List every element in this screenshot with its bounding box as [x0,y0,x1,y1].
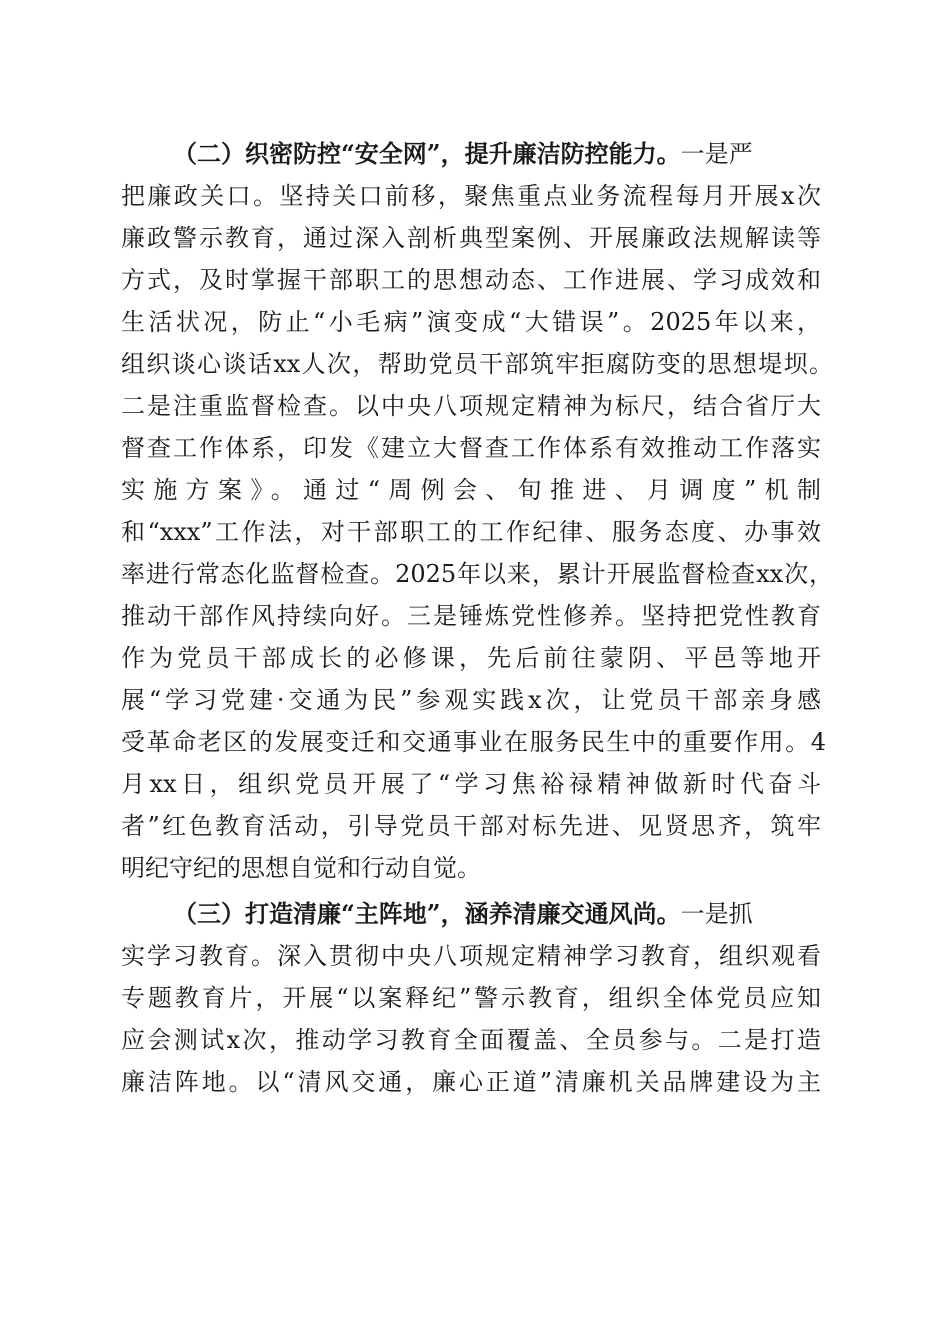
section-2-line-7: 督查工作体系，印发《建立大督查工作体系有效推动工作落实 [121,434,821,462]
section-2-line-9: 和“xxx”工作法，对干部职工的工作纪律、服务态度、办事效 [121,518,821,546]
section-3-line-2: 专题教育片，开展“以案释纪”警示教育，组织全体党员应知 [121,984,821,1012]
section-3-line-4: 廉洁阵地。以“清风交通，廉心正道”清廉机关品牌建设为主 [121,1068,821,1096]
section-2-line-15: 月xx日，组织党员开展了“学习焦裕禄精神做新时代奋斗 [121,770,821,798]
section-2-line-11: 推动干部作风持续向好。三是锤炼党性修养。坚持把党性教育 [121,602,821,630]
section-2-line-6: 二是注重监督检查。以中央八项规定精神为标尺，结合省厅大 [121,392,821,420]
section-2-line-2: 廉政警示教育，通过深入剖析典型案例、开展廉政法规解读等 [121,224,821,252]
section-2-line-1: 把廉政关口。坚持关口前移，聚焦重点业务流程每月开展x次 [121,182,821,210]
section-2-first-line [173,133,799,175]
section-2-line-10: 率进行常态化监督检查。2025年以来，累计开展监督检查xx次， [121,560,833,588]
section-2-line-5: 组织谈心谈话xx人次，帮助党员干部筑牢拒腐防变的思想堤坝。 [121,350,833,378]
section-2-line-17: 明纪守纪的思想自觉和行动自觉。 [121,854,481,882]
section-2-line-16: 者”红色教育活动，引导党员干部对标先进、见贤思齐，筑牢 [121,812,821,840]
section-2-line-8: 实施方案》。通过“周例会、旬推进、月调度”机制 [121,476,821,504]
section-3-heading: （三）打造清廉“主阵地”，涵养清廉交通风尚。 [173,899,681,928]
section-3-line-1: 实学习教育。深入贯彻中央八项规定精神学习教育，组织观看 [121,942,821,970]
section-2-line-14: 受革命老区的发展变迁和交通事业在服务民生中的重要作用。4 [121,728,826,756]
section-2-line-0: 一是严 [680,140,753,168]
section-3-line-3: 应会测试x次，推动学习教育全面覆盖、全员参与。二是打造 [121,1026,821,1054]
section-2-line-3: 方式，及时掌握干部职工的思想动态、工作进展、学习成效和 [121,266,821,294]
section-3-first-line [173,893,799,935]
section-2-line-4: 生活状况，防止“小毛病”演变成“大错误”。2025年以来， [121,308,821,336]
section-3-line-0: 一是抓 [680,900,753,928]
section-2-heading: （二）织密防控“安全网”，提升廉洁防控能力。 [173,139,681,168]
section-2-line-12: 作为党员干部成长的必修课，先后前往蒙阴、平邑等地开 [121,644,821,672]
section-2-line-13: 展“学习党建·交通为民”参观实践x次，让党员干部亲身感 [121,686,821,714]
